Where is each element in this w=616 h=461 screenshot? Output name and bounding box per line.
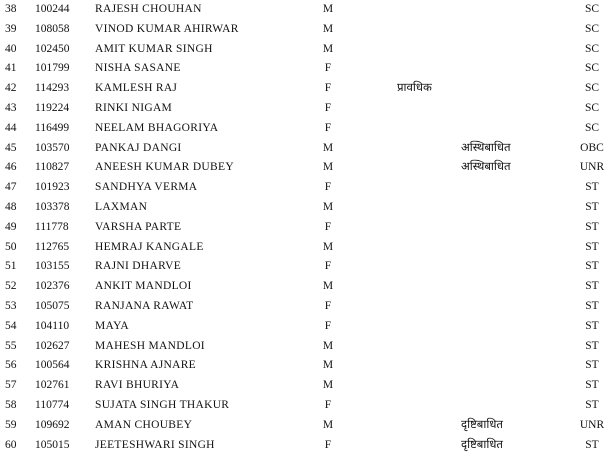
- serial-number-cell: 46: [5, 161, 17, 174]
- roll-number-cell: 112765: [35, 240, 70, 253]
- gender-cell: F: [324, 62, 332, 75]
- candidate-name-cell: LAXMAN: [95, 200, 148, 213]
- roll-number-cell: 103570: [35, 141, 70, 154]
- candidate-name-cell: MAYA: [95, 319, 130, 332]
- roll-number-cell: 110827: [35, 161, 70, 174]
- candidate-name-cell: KAMLESH RAJ: [95, 82, 178, 95]
- gender-cell: M: [322, 280, 334, 293]
- category-cell: ST: [585, 240, 599, 253]
- roll-number-cell: 105015: [35, 438, 70, 451]
- gender-cell: M: [322, 200, 334, 213]
- provisional-cell: प्रावधिक: [397, 82, 432, 95]
- candidate-name-cell: NEELAM BHAGORIYA: [95, 121, 219, 134]
- candidate-name-cell: NISHA SASANE: [95, 62, 181, 75]
- candidate-name-cell: MAHESH MANDLOI: [95, 339, 205, 352]
- category-cell: ST: [585, 280, 599, 293]
- table-row: [0, 40, 616, 60]
- table-row: [0, 198, 616, 218]
- candidate-name-cell: RANJANA RAWAT: [95, 299, 194, 312]
- roll-number-cell: 116499: [35, 121, 70, 134]
- gender-cell: F: [324, 299, 332, 312]
- candidate-name-cell: RAJESH CHOUHAN: [95, 3, 202, 15]
- category-cell: ST: [585, 220, 599, 233]
- category-cell: SC: [584, 3, 600, 15]
- category-cell: ST: [585, 200, 599, 213]
- gender-cell: F: [324, 260, 332, 273]
- gender-cell: F: [324, 181, 332, 194]
- roll-number-cell: 111778: [35, 220, 69, 233]
- serial-number-cell: 38: [5, 3, 17, 15]
- gender-cell: M: [322, 42, 334, 55]
- candidate-name-cell: HEMRAJ KANGALE: [95, 240, 204, 253]
- table-row: [0, 238, 616, 258]
- category-cell: ST: [585, 319, 599, 332]
- table-row: [0, 376, 616, 396]
- table-row: [0, 99, 616, 119]
- candidate-name-cell: VARSHA PARTE: [95, 220, 182, 233]
- category-cell: ST: [585, 398, 599, 411]
- roll-number-cell: 103155: [35, 260, 70, 273]
- candidate-name-cell: SUJATA SINGH THAKUR: [95, 398, 230, 411]
- category-cell: SC: [584, 62, 600, 75]
- serial-number-cell: 50: [5, 240, 17, 253]
- serial-number-cell: 42: [5, 82, 17, 95]
- serial-number-cell: 47: [5, 181, 17, 194]
- table-row: [0, 119, 616, 139]
- candidate-name-cell: RAVI BHURIYA: [95, 379, 180, 392]
- roll-number-cell: 109692: [35, 418, 70, 431]
- serial-number-cell: 55: [5, 339, 17, 352]
- roll-number-cell: 100564: [35, 359, 70, 372]
- table-row: [0, 20, 616, 40]
- candidate-name-cell: PANKAJ DANGI: [95, 141, 182, 154]
- category-cell: ST: [585, 438, 599, 451]
- category-cell: SC: [584, 121, 600, 134]
- category-cell: ST: [585, 339, 599, 352]
- gender-cell: M: [322, 240, 334, 253]
- gender-cell: F: [324, 82, 332, 95]
- gender-cell: F: [324, 101, 332, 114]
- roll-number-cell: 110774: [35, 398, 70, 411]
- serial-number-cell: 41: [5, 62, 17, 75]
- roll-number-cell: 101923: [35, 181, 70, 194]
- candidate-name-cell: RAJNI DHARVE: [95, 260, 182, 273]
- gender-cell: M: [322, 141, 334, 154]
- serial-number-cell: 43: [5, 101, 17, 114]
- table-row: [0, 277, 616, 297]
- table-row: [0, 337, 616, 357]
- candidate-name-cell: VINOD KUMAR AHIRWAR: [95, 22, 239, 35]
- disability-cell: अस्थिबाधित: [461, 161, 511, 174]
- gender-cell: M: [322, 161, 334, 174]
- category-cell: ST: [585, 379, 599, 392]
- candidate-name-cell: KRISHNA AJNARE: [95, 359, 197, 372]
- serial-number-cell: 51: [5, 260, 17, 273]
- table-row: [0, 356, 616, 376]
- roll-number-cell: 102450: [35, 42, 70, 55]
- category-cell: SC: [584, 82, 600, 95]
- table-row: [0, 297, 616, 317]
- gender-cell: F: [324, 319, 332, 332]
- candidate-name-cell: SANDHYA VERMA: [95, 181, 198, 194]
- candidate-name-cell: ANEESH KUMAR DUBEY: [95, 161, 234, 174]
- table-row: [0, 416, 616, 436]
- serial-number-cell: 40: [5, 42, 17, 55]
- table-row: [0, 158, 616, 178]
- category-cell: SC: [584, 42, 600, 55]
- serial-number-cell: 53: [5, 299, 17, 312]
- candidate-name-cell: ANKIT MANDLOI: [95, 280, 192, 293]
- roll-number-cell: 102761: [35, 379, 70, 392]
- serial-number-cell: 60: [5, 438, 17, 451]
- serial-number-cell: 58: [5, 398, 17, 411]
- gender-cell: M: [322, 22, 334, 35]
- gender-cell: F: [324, 220, 332, 233]
- table-row: [0, 257, 616, 277]
- disability-cell: दृष्टिबाधित: [461, 438, 503, 451]
- candidate-name-cell: RINKI NIGAM: [95, 101, 173, 114]
- gender-cell: F: [324, 438, 332, 451]
- roll-number-cell: 105075: [35, 299, 70, 312]
- gender-cell: F: [324, 121, 332, 134]
- roll-number-cell: 119224: [35, 101, 70, 114]
- table-row: [0, 396, 616, 416]
- roll-number-cell: 101799: [35, 62, 70, 75]
- serial-number-cell: 57: [5, 379, 17, 392]
- category-cell: ST: [585, 260, 599, 273]
- category-cell: OBC: [580, 141, 604, 154]
- category-cell: ST: [585, 359, 599, 372]
- gender-cell: M: [322, 418, 334, 431]
- serial-number-cell: 56: [5, 359, 17, 372]
- category-cell: ST: [585, 181, 599, 194]
- gender-cell: M: [322, 3, 334, 15]
- candidate-name-cell: JEETESHWARI SINGH: [95, 438, 215, 451]
- category-cell: ST: [585, 299, 599, 312]
- gender-cell: M: [322, 339, 334, 352]
- table-row: [0, 139, 616, 159]
- candidate-name-cell: AMAN CHOUBEY: [95, 418, 193, 431]
- serial-number-cell: 44: [5, 121, 17, 134]
- category-cell: UNR: [579, 418, 605, 431]
- disability-cell: दृष्टिबाधित: [461, 418, 503, 431]
- table-row: [0, 59, 616, 79]
- gender-cell: M: [322, 379, 334, 392]
- roll-number-cell: 108058: [35, 22, 70, 35]
- gender-cell: F: [324, 398, 332, 411]
- category-cell: SC: [584, 101, 600, 114]
- gender-cell: M: [322, 359, 334, 372]
- table-row: [0, 0, 616, 20]
- roll-number-cell: 102376: [35, 280, 70, 293]
- table-row: [0, 218, 616, 238]
- serial-number-cell: 39: [5, 22, 17, 35]
- table-row: [0, 317, 616, 337]
- category-cell: SC: [584, 22, 600, 35]
- serial-number-cell: 48: [5, 200, 17, 213]
- roll-number-cell: 114293: [35, 82, 70, 95]
- roll-number-cell: 103378: [35, 200, 70, 213]
- serial-number-cell: 49: [5, 220, 17, 233]
- disability-cell: अस्थिबाधित: [461, 141, 511, 154]
- serial-number-cell: 54: [5, 319, 17, 332]
- serial-number-cell: 59: [5, 418, 17, 431]
- table-row: [0, 436, 616, 456]
- serial-number-cell: 52: [5, 280, 17, 293]
- table-row: [0, 178, 616, 198]
- category-cell: UNR: [579, 161, 605, 174]
- candidate-name-cell: AMIT KUMAR SINGH: [95, 42, 213, 55]
- roll-number-cell: 102627: [35, 339, 70, 352]
- roll-number-cell: 104110: [35, 319, 70, 332]
- roll-number-cell: 100244: [35, 3, 70, 15]
- table-row: [0, 79, 616, 99]
- serial-number-cell: 45: [5, 141, 17, 154]
